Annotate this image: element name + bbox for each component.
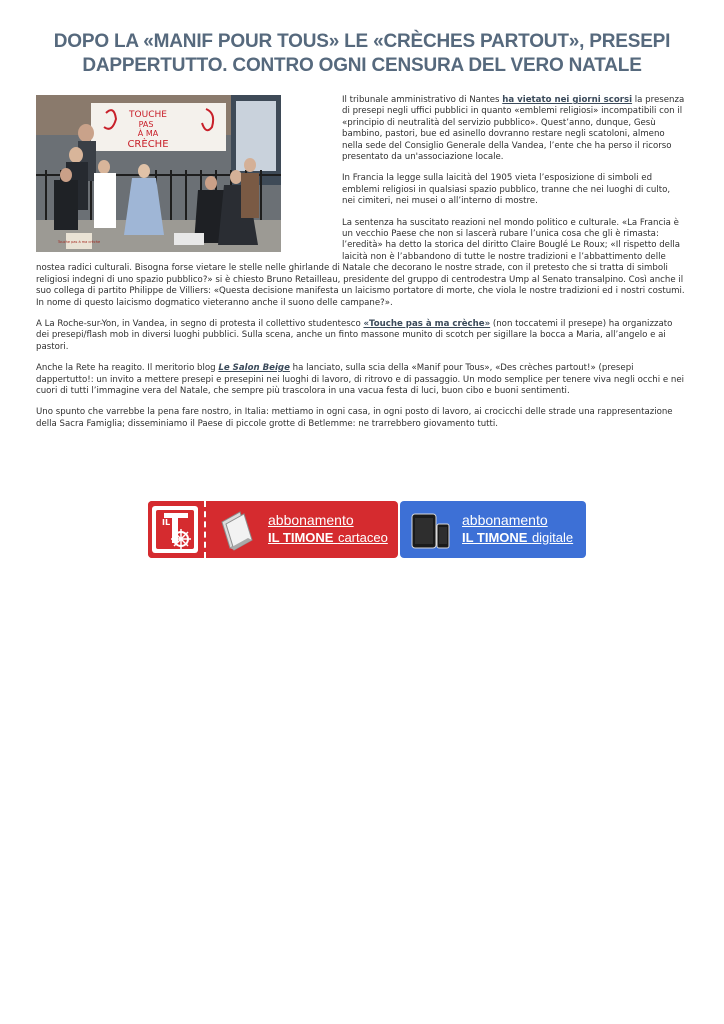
digital-banner-line2 (462, 529, 573, 547)
sign-text-4: CRÈCHE (127, 139, 169, 150)
link-vietato[interactable]: ha vietato nei giorni scorsi (502, 95, 633, 105)
link-salon-beige[interactable]: Le Salon Beige (218, 363, 290, 374)
article-title: DOPO LA «MANIF POUR TOUS» LE «CRÈCHES PARTOUT», PRESEPI DAPPERTUTTO. CONTRO OGNI CENSURA DEL VERO NATALE (53, 31, 671, 76)
article-photo (36, 95, 281, 252)
paragraph-1-text: Il tribunale amministrativo di Nantes (342, 95, 503, 105)
paper-banner-text (268, 512, 388, 547)
link-touche-pas[interactable]: «Touche pas à ma crèche» (363, 318, 491, 329)
paragraph-3: La sentenza ha suscitato reazioni nel mondo politico e culturale. «La Francia è un vecchio Paese che non si lascerà rubare l’unica cosa che gli è rimasta: l’eredità» ha detto la storica del diritto Claire Bouglé Le Roux; «Il rispetto della laicità non è l’abbandono di tutte le nostre tradizioni e l’abbattimento delle nostea radici culturali. Bisogna forse vietare le stelle nelle ghirlande di Natale che decorano le nostre strade, con il pretesto che si tratta di simboli religiosi indegni di uno spazio pubblico?» si è chiesto Bruno Retailleau, presidente del gruppo di centrodestra Ump al Senato transalpino. Così anche il suo collega di partito Philippe de Villiers: «Questa decisione manifesta un laicismo portatore di morte, che viola le nostre tradizioni ed i nostri costumi. In nome di questo laicismo dogmatico vieteranno anche il suono delle campane?». (36, 217, 685, 308)
sign-text-1: TOUCHE (129, 110, 167, 120)
sign-text-2: PAS (138, 120, 154, 129)
digital-banner-text (462, 512, 573, 547)
paper-banner-line2 (268, 529, 388, 547)
small-sign-text: Touche pas à ma crèche (57, 240, 101, 244)
book-icon (214, 508, 258, 552)
digital-banner-brand: IL TIMONE (462, 530, 528, 545)
digital-banner-sub: digitale (531, 530, 574, 545)
article-body (36, 95, 685, 440)
logo-text: IL (162, 518, 171, 527)
digital-banner-line1: abbonamento (462, 512, 548, 528)
paragraph-4 (36, 319, 685, 353)
paper-banner-brand: IL TIMONE (268, 530, 334, 545)
subscription-banners (148, 501, 586, 558)
paragraph-5-text: Anche la Rete ha reagito. Il meritorio blog (36, 363, 219, 374)
paragraph-5 (36, 363, 685, 397)
tablet-phone-icon (408, 508, 452, 552)
paragraph-4-text-end: (non toccatemi il presepe) ha organizzato dei presepi/flash mob in diversi luoghi pubblici. Sulla scena, anche un finto massone munito di scotch per sigillare la bocca a Maria, all’angelo e ai pastori. (36, 318, 673, 352)
paragraph-1-text-end: la presenza di presepi negli uffici pubblici in quanto «emblemi religiosi» incompatibili con il «principio di neutralità del servizio pubblico». Quest’anno, dunque, Gesù bambino, pastori, bue ed asinello dovranno restare negli scatoloni, almeno nella sede del Consiglio Generale della Vandea, l’ente che ha perso il ricorso presentato da un'associazione locale. (342, 95, 685, 163)
paper-banner-line1: abbonamento (268, 512, 354, 528)
timone-logo (148, 501, 206, 558)
paragraph-2: In Francia la legge sulla laicità del 1905 vieta l’esposizione di simboli ed emblemi religiosi in qualsiasi spazio pubblico, tranne che nei luoghi di culto, nei cimiteri, nei musei o all’interno di mostre. (342, 173, 671, 207)
paper-banner-sub: cartaceo (337, 530, 388, 545)
sign-text-3: À MA (137, 129, 159, 138)
subscription-digital-button[interactable] (400, 501, 586, 558)
subscription-paper-button[interactable] (148, 501, 398, 558)
paragraph-4-text: A La Roche-sur-Yon, in Vandea, in segno di protesta il collettivo studentesco (36, 318, 364, 329)
paragraph-5-text-end: ha lanciato, sulla scia della «Manif pour Tous», «Des crèches partout!» (presepi dappertutto!: un invito a mettere presepi e presepini nei luoghi di lavoro, di ritrovo e di passaggio. Un modo semplice per tenere viva negli occhi e nei cuori di tutti l’immagine vera del Natale, che sempre più trascolora in una vacua festa di luci, buon cibo e buoni sentimenti. (36, 363, 685, 396)
paragraph-6: Uno spunto che varrebbe la pena fare nostro, in Italia: mettiamo in ogni casa, in ogni posto di lavoro, ai crocicchi delle strade una rappresentazione della Sacra Famiglia; disseminiamo il Paese di piccole grotte di Betlemme: ne trarrebbero giovamento tutti. (36, 407, 673, 429)
